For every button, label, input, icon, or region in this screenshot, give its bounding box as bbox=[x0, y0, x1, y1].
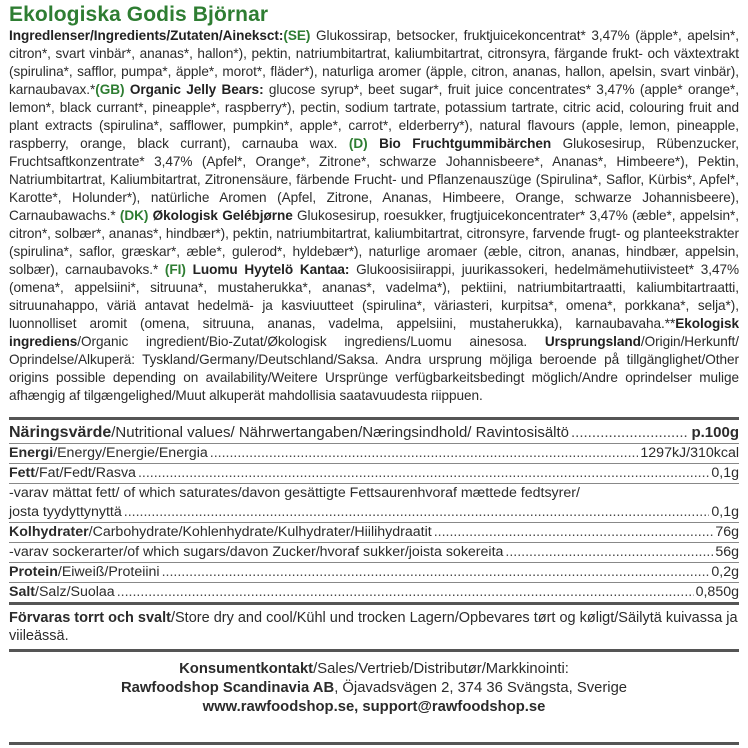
energy-label: Energi bbox=[9, 445, 54, 461]
lang-tag-d: (D) bbox=[348, 136, 368, 151]
ingredients-fi: Glukoosisiirappi, juurikassokeri, hedelmämehutiivisteet* 3,47% (omena*, appelsiini*, sitruuna*, mustaherukka*, ananas*, vadelma*), pektiini, natriumbitartraatti, kaliumbitartraatti, sitruunahappo, väriä antavat hedelmä- ja kasviuutteet (spirulina*, väriasteri, kurpitsa*, omena*, porkkana*, selja*), luonnolliset aromit (omena, sitruuna, ananas, vadelma, appelsiini, mustaherukka), karnaubavaha.** bbox=[9, 262, 740, 331]
product-name-gb: Organic Jelly Bears: bbox=[124, 82, 264, 97]
ingredients-se: Glukossirap, betsocker, fruktjuicekoncentrat* 3,47% (äpple*, apelsin*, citron*, svart vinbär*, ananas*, hallon*), pektin, natriumbitartrat, kaliumbitartrat, citronsyra, färgande frukt- och växtextrakt (spirulina*, safflor, pumpa*, äpple*, morot*, fläder*), naturliga aromer (äpple, citron, ananas, hallon, apelsin, svart vinbär), karnaubavax.* bbox=[9, 28, 739, 97]
sugars-value: 56g bbox=[715, 544, 739, 560]
company-address: , Öjavadsvägen 2, 374 36 Svängsta, Sverige bbox=[334, 680, 628, 696]
lang-tag-dk: (DK) bbox=[119, 208, 149, 223]
carbs-value: 76g bbox=[715, 524, 739, 540]
carbs-text: /Carbohydrate/Kohlenhydrate/Kulhydrater/Hiilihydraatit bbox=[88, 524, 432, 540]
origin-label: Ursprungsland bbox=[544, 334, 641, 349]
organic-text: /Organic ingredient/Bio-Zutat/Økologisk ingrediens/Luomu ainesosa. bbox=[77, 334, 545, 349]
leader-dots bbox=[210, 444, 639, 463]
saturates-line2: josta tyydyttynyttä bbox=[9, 504, 122, 520]
nutrition-row-protein bbox=[9, 563, 739, 583]
origin-note: Andra ursprung möjliga beroende på tillgänglighet/Other origins possible depending on availability/Weitere Ursprünge verfügbarkeitsbedingt möglich/Andre oprindelser mulige afhængig af tilgængelighed/Muut alkuperät mahdollisia saatavuudesta riippuen. bbox=[9, 352, 739, 403]
sugars-text: -varav sockerarter/of which sugars/davon Zucker/hvoraf sukker/joista sokereita bbox=[9, 544, 504, 560]
leader-dots bbox=[138, 464, 709, 483]
nutrition-header-label: Näringsvärde bbox=[9, 424, 112, 441]
leader-dots bbox=[162, 563, 710, 582]
leader-dots bbox=[505, 543, 713, 562]
nutrition-row-fat bbox=[9, 464, 739, 484]
ingredients-header: Ingredlenser/Ingredients/Zutaten/Aineksct: bbox=[9, 28, 284, 43]
nutrition-header-text: /Nutritional values/ Nährwertangaben/Næringsindhold/ Ravintosisältö bbox=[111, 424, 570, 441]
storage-instructions bbox=[9, 605, 739, 649]
organic-label: Ekologisk ingrediens bbox=[9, 316, 739, 349]
ingredients-gb: glucose syrup*, beet sugar*, fruit juice concentrates* 3,47% (apple* orange*, lemon*, black currant*, pineapple*, raspberry*), pectin, sodium tartrate, potassium tartrate, citric acid, colouring fruit and plant extracts (spirulina*, safflower, pumpkin*, apple*, carrot*, elderberry*), natural flavours (apple, lemon, pineapple, raspberry, orange, black currant), carnauba wax. bbox=[9, 82, 739, 151]
nutrition-row-salt bbox=[9, 583, 739, 602]
contact-label: Konsumentkontakt bbox=[179, 661, 314, 677]
ingredients-block bbox=[9, 27, 739, 405]
fat-text: /Fat/Fedt/Rasva bbox=[35, 465, 136, 481]
storage-text: /Store dry and cool/Kühl und trocken Lagern/Opbevares tørt og køligt/Säilytä kuivassa ja viileässä. bbox=[9, 610, 738, 644]
lang-tag-se: (SE) bbox=[283, 28, 311, 43]
product-name-dk: Økologisk Gelébjørne bbox=[148, 208, 293, 223]
nutrition-row-carbs bbox=[9, 523, 739, 543]
carbs-label: Kolhydrater bbox=[9, 524, 89, 540]
product-name-d: Bio Fruchtgummibärchen bbox=[367, 136, 552, 151]
product-name-fi: Luomu Hyytelö Kantaa: bbox=[185, 262, 350, 277]
saturates-line1: -varav mättat fett/ of which saturates/davon gesättigte Fettsaurenhvoraf mættede fedtsyrer/ bbox=[9, 485, 580, 501]
nutrition-unit: p.100g bbox=[691, 424, 739, 441]
storage-label: Förvaras torrt och svalt bbox=[9, 610, 171, 626]
nutrition-row-energy bbox=[9, 444, 739, 464]
leader-dots bbox=[434, 523, 714, 542]
nutrition-header bbox=[9, 422, 739, 444]
protein-text: /Eiweiß/Proteiini bbox=[57, 564, 160, 580]
origin-text: /Origin/Herkunft/ Oprindelse/Alkuperä: Tyskland/Germany/Deutschland/Saksa. bbox=[9, 334, 739, 367]
contact-text: /Sales/Vertrieb/Distributør/Markkinointi: bbox=[313, 661, 569, 677]
company-name: Rawfoodshop Scandinavia AB bbox=[120, 680, 335, 696]
ingredients-d: Glukosesirup, Rübenzucker, Fruchtsaftkonzentrate* 3,47% (Apfel*, Orange*, Zitrone*, schwarze Johannisbeere*, Ananas*, Himbeere*), Pektin, Natriumbitartrat, Kaliumbitartrat, Zitronensäure, färbende Frucht- und Pflanzenauszüge (Spirulina*, Saflor, Kürbis*, Apfel*, Karotte*, Holunder*), natürliche Aromen (Apfel, Zitrone, Ananas, Himbeere, Orange, schwarze Johannisbeere), Carnaubawachs.* bbox=[9, 136, 740, 223]
protein-label: Protein bbox=[9, 564, 58, 580]
protein-value: 0,2g bbox=[711, 564, 739, 580]
energy-text: /Energy/Energie/Energia bbox=[53, 445, 208, 461]
lang-tag-gb: (GB) bbox=[95, 82, 125, 97]
leader-dots bbox=[571, 422, 689, 443]
consumer-contact bbox=[9, 652, 739, 717]
ingredients-dk: Glukosesirup, roesukker, frugtjuicekoncentrater* 3,47% (æble*, appelsin*, citron*, solbær*, ananas*, hindbær*), pektin, natriumbitartrat, kaliumbitartrat, citronsyre, farvende frugt- og planteekstrakter (spirulina*, saflor, græskar*, æble*, gulerod*, hyldebær*), naturlige aromaer (æble, citron, ananas, hindbær, appelsin, solbær), carnaubavoks.* bbox=[9, 208, 739, 277]
lang-tag-fi: (FI) bbox=[164, 262, 186, 277]
product-title: Ekologiska Godis Björnar bbox=[9, 3, 269, 26]
nutrition-table bbox=[9, 420, 739, 602]
fat-value: 0,1g bbox=[711, 465, 739, 481]
nutrition-row-sugars bbox=[9, 543, 739, 563]
nutrition-row-saturates bbox=[9, 484, 739, 523]
salt-text: /Salz/Suolaa bbox=[35, 584, 115, 600]
leader-dots bbox=[117, 583, 694, 602]
company-web: www.rawfoodshop.se, support@rawfoodshop.se bbox=[202, 699, 546, 715]
saturates-value: 0,1g bbox=[711, 504, 739, 520]
salt-label: Salt bbox=[9, 584, 36, 600]
product-label bbox=[0, 3, 748, 748]
leader-dots bbox=[124, 503, 710, 522]
fat-label: Fett bbox=[9, 465, 36, 481]
energy-value: 1297kJ/310kcal bbox=[640, 445, 739, 461]
salt-value: 0,850g bbox=[695, 584, 739, 600]
